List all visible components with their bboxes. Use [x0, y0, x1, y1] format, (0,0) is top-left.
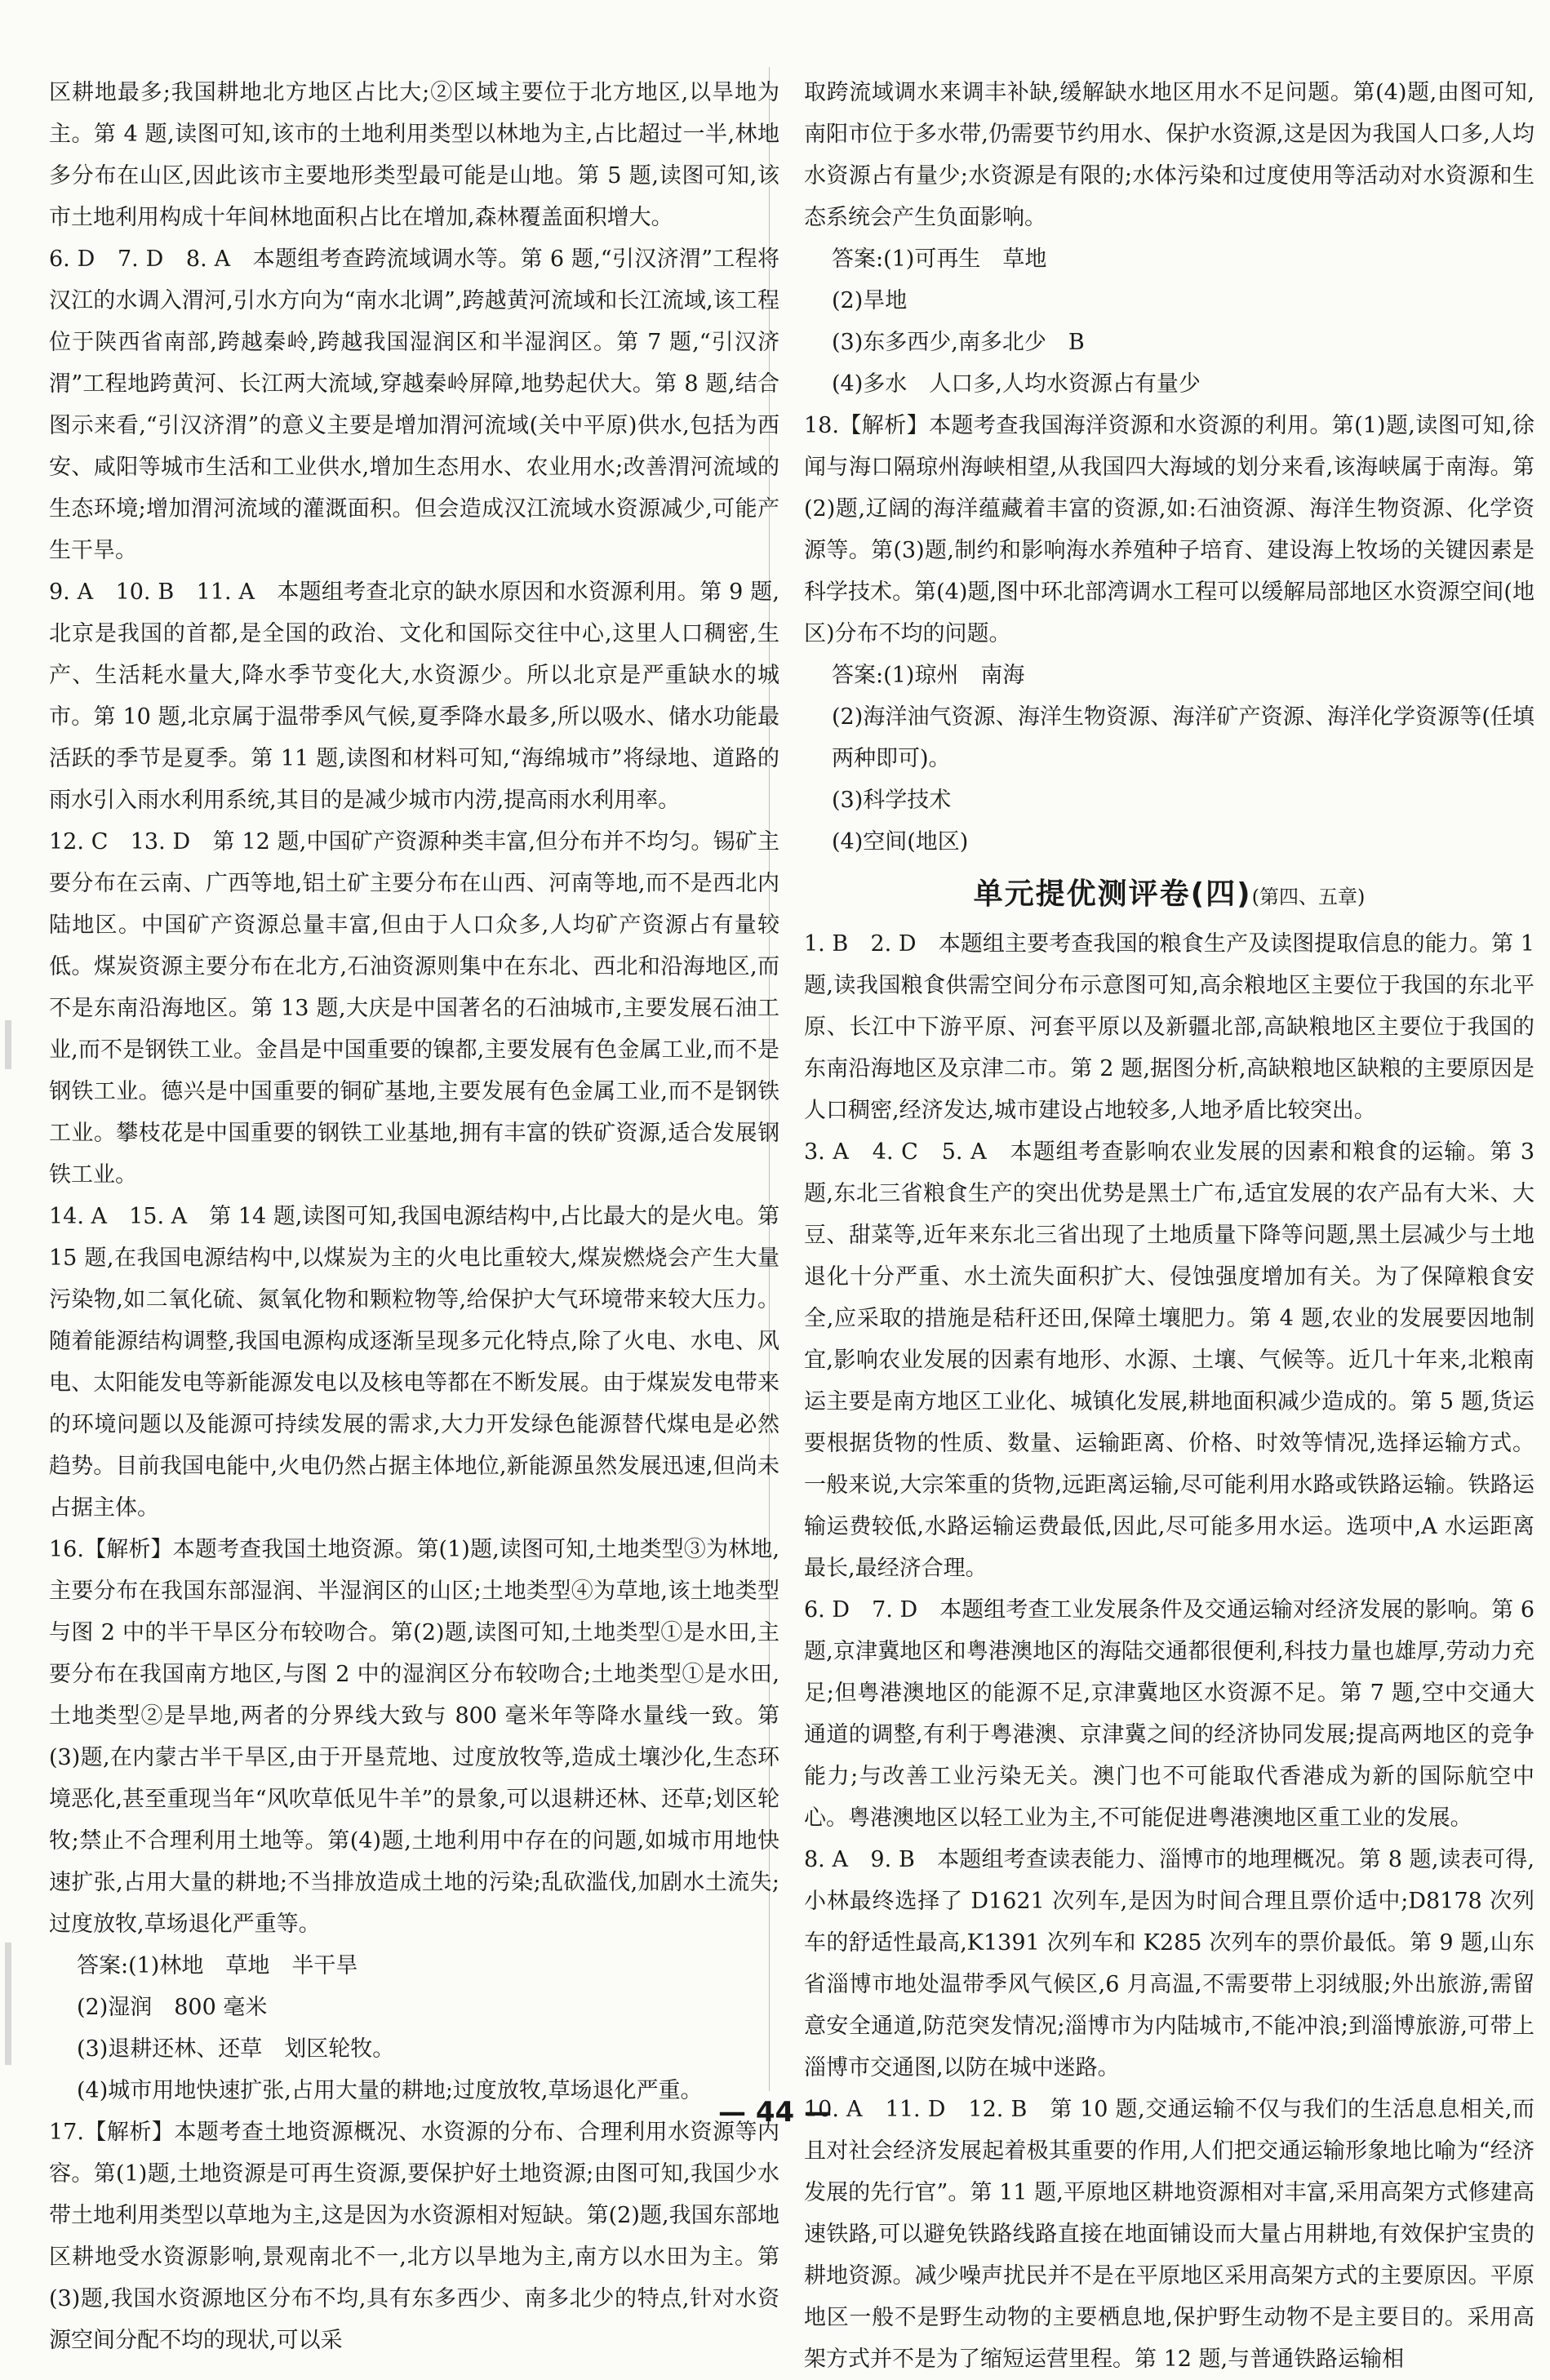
section-title — [804, 874, 1534, 915]
paragraph: 17.【解析】本题考查土地资源概况、水资源的分布、合理利用水资源等内容。第(1)题,土地资源是可再生资源,要保护好土地资源;由图可知,我国少水带土地利用类型以草地为主,这是因为水资源相对短缺。第(2)题,我国东部地区耕地受水资源影响,景观南北不一,北方以旱地为主,南方以水田为主。第(3)题,我国水资源地区分布不均,具有东多西少、南多北少的特点,针对水资源空间分配不均的现状,可以采 — [49, 2120, 779, 2353]
paragraph: 9. A 10. B 11. A 本题组考查北京的缺水原因和水资源利用。第 9 题,北京是我国的首都,是全国的政治、文化和国际交往中心,这里人口稠密,生产、生活耗水量大,降水季节变化大,水资源少。所以北京是严重缺水的城市。第 10 题,北京属于温带季风气候,夏季降水最多,所以吸水、储水功能最活跃的季节是夏季。第 11 题,读图和材料可知,“海绵城市”将绿地、道路的雨水引入雨水利用系统,其目的是减少城市内涝,提高雨水利用率。 — [49, 579, 779, 813]
paragraph: 区耕地最多;我国耕地北方地区占比大;②区域主要位于北方地区,以旱地为主。第 4 题,读图可知,该市的土地利用类型以林地为主,占比超过一半,林地多分布在山区,因此该市主要地形类型最可能是山地。第 5 题,读图可知,该市土地利用构成十年间林地面积占比在增加,森林覆盖面积增大。 — [49, 80, 779, 230]
paragraph: 6. D 7. D 本题组考查工业发展条件及交通运输对经济发展的影响。第 6 题,京津冀地区和粤港澳地区的海陆交通都很便利,科技力量也雄厚,劳动力充足;但粤港澳地区的能源不足,京津冀地区水资源不足。第 7 题,空中交通大通道的调整,有利于粤港澳、京津冀之间的经济协同发展;提高两地区的竞争能力;与改善工业污染无关。澳门也不可能取代香港成为新的国际航空中心。粤港澳地区以轻工业为主,不可能促进粤港澳地区重工业的发展。 — [804, 1597, 1534, 1831]
answer-line: (4)空间(地区) — [832, 829, 969, 855]
paragraph: 6. D 7. D 8. A 本题组考查跨流域调水等。第 6 题,“引汉济渭”工程将汉江的水调入渭河,引水方向为“南水北调”,跨越黄河流域和长江流域,该工程位于陕西省南部,跨越秦岭,跨越我国湿润区和半湿润区。第 7 题,“引汉济渭”工程地跨黄河、长江两大流域,穿越秦岭屏障,地势起伏大。第 8 题,结合图示来看,“引汉济渭”的意义主要是增加渭河流域(关中平原)供水,包括为西安、咸阳等城市生活和工业供水,增加生态用水、农业用水;改善渭河流域的生态环境;增加渭河流域的灌溉面积。但会造成汉江流域水资源减少,可能产生干旱。 — [49, 246, 779, 563]
section-subtitle: (第四、五章) — [1251, 886, 1366, 908]
answer-line: (2)海洋油气资源、海洋生物资源、海洋矿产资源、海洋化学资源等(任填两种即可)。 — [832, 704, 1534, 771]
answer-line: (3)东多西少,南多北少 B — [832, 330, 1085, 355]
paragraph: 18.【解析】本题考查我国海洋资源和水资源的利用。第(1)题,读图可知,徐闻与海口隔琼州海峡相望,从我国四大海域的划分来看,该海峡属于南海。第(2)题,辽阔的海洋蕴藏着丰富的资源,如:石油资源、海洋生物资源、化学资源等。第(3)题,制约和影响海水养殖种子培育、建设海上牧场的关键因素是科学技术。第(4)题,图中环北部湾调水工程可以缓解局部地区水资源空间(地区)分布不均的问题。 — [804, 413, 1534, 646]
answer-line: (2)湿润 800 毫米 — [77, 1995, 268, 2020]
paragraph: 1. B 2. D 本题组主要考查我国的粮食生产及读图提取信息的能力。第 1 题,读我国粮食供需空间分布示意图可知,高余粮地区主要位于我国的东北平原、长江中下游平原、河套平原以及新疆北部,高缺粮地区主要位于我国的东南沿海地区及京津二市。第 2 题,据图分析,高缺粮地区缺粮的主要原因是人口稠密,经济发达,城市建设占地较多,人地矛盾比较突出。 — [804, 931, 1534, 1123]
paragraph: 3. A 4. C 5. A 本题组考查影响农业发展的因素和粮食的运输。第 3 题,东北三省粮食生产的突出优势是黑土广布,适宜发展的农产品有大米、大豆、甜菜等,近年来东北三省出现了土地质量下降等问题,黑土层减少与土地退化十分严重、水土流失面积扩大、侵蚀强度增加有关。为了保障粮食安全,应采取的措施是秸秆还田,保障土壤肥力。第 4 题,农业的发展要因地制宜,影响农业发展的因素有地形、水源、土壤、气候等。近几十年来,北粮南运主要是南方地区工业化、城镇化发展,耕地面积减少造成的。第 5 题,货运要根据货物的性质、数量、运输距离、价格、时效等情况,选择运输方式。一般来说,大宗笨重的货物,远距离运输,尽可能利用水路或铁路运输。铁路运输运费较低,水路运输运费最低,因此,尽可能多用水运。选项中,A 水运距离最长,最经济合理。 — [804, 1139, 1534, 1581]
answer-line: 答案:(1)琼州 南海 — [832, 663, 1025, 688]
paragraph: 10. A 11. D 12. B 第 10 题,交通运输不仅与我们的生活息息相关,而且对社会经济发展起着极其重要的作用,人们把交通运输形象地比喻为“经济发展的先行官”。第 11 题,平原地区耕地资源相对丰富,采用高架方式修建高速铁路,可以避免铁路线路直接在地面铺设而大量占用耕地,有效保护宝贵的耕地资源。减少噪声扰民并不是在平原地区采用高架方式的主要原因。平原地区一般不是野生动物的主要栖息地,保护野生动物不是主要目的。采用高架方式并不是为了缩短运营里程。第 12 题,与普通铁路运输相 — [804, 2097, 1534, 2372]
answer-line: (4)多水 人口多,人均水资源占有量少 — [832, 371, 1201, 397]
answer-line: (2)旱地 — [832, 288, 908, 313]
answer-line: (4)城市用地快速扩张,占用大量的耕地;过度放牧,草场退化严重。 — [77, 2078, 703, 2103]
paragraph: 12. C 13. D 第 12 题,中国矿产资源种类丰富,但分布并不均匀。锡矿主要分布在云南、广西等地,铝土矿主要分布在山西、河南等地,而不是西北内陆地区。中国矿产资源总量丰富,但由于人口众多,人均矿产资源占有量较低。煤炭资源主要分布在北方,石油资源则集中在东北、西北和沿海地区,而不是东南沿海地区。第 13 题,大庆是中国著名的石油城市,主要发展石油工业,而不是钢铁工业。金昌是中国重要的镍都,主要发展有色金属工业,而不是钢铁工业。德兴是中国重要的铜矿基地,主要发展有色金属工业,而不是钢铁工业。攀枝花是中国重要的钢铁工业基地,拥有丰富的铁矿资源,适合发展钢铁工业。 — [49, 829, 779, 1188]
left-column — [49, 72, 779, 2361]
scan-edge-mark — [5, 1020, 11, 1069]
page-number: — 44 — — [718, 2096, 832, 2129]
paragraph: 取跨流域调水来调丰补缺,缓解缺水地区用水不足问题。第(4)题,由图可知,南阳市位于多水带,仍需要节约用水、保护水资源,这是因为我国人口多,人均水资源占有量少;水资源是有限的;水体污染和过度使用等活动对水资源和生态系统会产生负面影响。 — [804, 80, 1534, 230]
answer-line: (3)退耕还林、还草 划区轮牧。 — [77, 2036, 395, 2062]
answer-line: 答案:(1)可再生 草地 — [832, 246, 1047, 272]
paragraph: 16.【解析】本题考查我国土地资源。第(1)题,读图可知,土地类型③为林地,主要分布在我国东部湿润、半湿润区的山区;土地类型④为草地,该土地类型与图 2 中的半干旱区分布较吻合。第(2)题,读图可知,土地类型①是水田,主要分布在我国南方地区,与图 2 中的湿润区分布较吻合;土地类型①是水田,土地类型②是旱地,两者的分界线大致与 800 毫米年等降水量线一致。第(3)题,在内蒙古半干旱区,由于开垦荒地、过度放牧等,造成土壤沙化,生态环境恶化,甚至重现当年“风吹草低见牛羊”的景象,可以退耕还林、还草;划区轮牧;禁止不合理利用土地等。第(4)题,土地利用中存在的问题,如城市用地快速扩张,占用大量的耕地;不当排放造成土地的污染;乱砍滥伐,加剧水土流失;过度放牧,草场退化严重等。 — [49, 1537, 779, 1937]
section-title-text: 单元提优测评卷(四) — [973, 877, 1252, 911]
paragraph: 8. A 9. B 本题组考查读表能力、淄博市的地理概况。第 8 题,读表可得,小林最终选择了 D1621 次列车,是因为时间合理且票价适中;D8178 次列车的舒适性最高,K1391 次列车和 K285 次列车的票价最低。第 9 题,山东省淄博市地处温带季风气候区,6 月高温,不需要带上羽绒服;外出旅游,需留意安全通道,防范突发情况;淄博市为内陆城市,不能冲浪;到淄博旅游,可带上淄博市交通图,以防在城中迷路。 — [804, 1847, 1534, 2080]
answer-line: 答案:(1)林地 草地 半干旱 — [77, 1953, 358, 1978]
right-column — [804, 72, 1534, 2380]
scan-edge-mark — [5, 1943, 11, 2065]
paragraph: 14. A 15. A 第 14 题,读图可知,我国电源结构中,占比最大的是火电。第 15 题,在我国电源结构中,以煤炭为主的火电比重较大,煤炭燃烧会产生大量污染物,如二氧化硫、氮氧化物和颗粒物等,给保护大气环境带来较大压力。随着能源结构调整,我国电源构成逐渐呈现多元化特点,除了火电、水电、风电、太阳能发电等新能源发电以及核电等都在不断发展。由于煤炭发电带来的环境问题以及能源可持续发展的需求,大力开发绿色能源替代煤电是必然趋势。目前我国电能中,火电仍然占据主体地位,新能源虽然发展迅速,但尚未占据主体。 — [49, 1204, 779, 1521]
answer-line: (3)科学技术 — [832, 788, 952, 813]
